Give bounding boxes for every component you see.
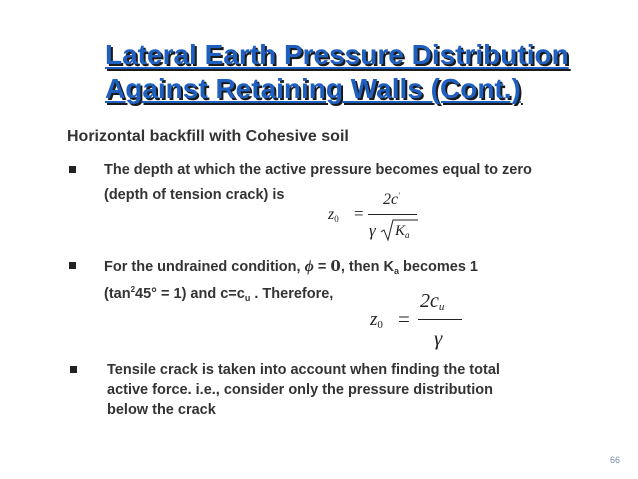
eq1-fraction-bar xyxy=(368,214,417,215)
bullet-3-marker xyxy=(70,366,77,373)
bullet-1-marker xyxy=(69,166,76,173)
bullet-1-line-2: (depth of tension crack) is xyxy=(104,187,285,203)
bullet-2-line-2: $(\tan^245^\circ = 1)$ and $c=c_u$ . Therefore, xyxy=(104,285,334,303)
eq1-numerator: 2c' xyxy=(383,191,400,208)
bullet-1 xyxy=(69,160,629,230)
eq2-lhs: $z_0$ xyxy=(370,309,383,331)
subheading: Horizontal backfill with Cohesive soil xyxy=(67,128,349,145)
eq2-gamma: γ xyxy=(434,326,443,350)
eq2-equals: = xyxy=(398,307,410,331)
bullet-3-line-2: active force. i.e., consider only the pressure distribution xyxy=(107,382,493,398)
page-number: 66 xyxy=(609,455,620,465)
bullet-1-line-1: The depth at which the active pressure becomes equal to zero xyxy=(104,162,532,178)
bullet-2 xyxy=(69,256,629,306)
title-line-2: Against Retaining Walls (Cont.) xyxy=(105,73,521,104)
phi-symbol: ϕ xyxy=(304,258,314,275)
eq1-equals: = xyxy=(354,204,364,223)
title-line-1: Lateral Earth Pressure Distribution xyxy=(105,39,569,70)
slide-title xyxy=(105,38,625,106)
eq2-fraction-bar xyxy=(418,319,462,320)
eq1-lhs: $z_0$ xyxy=(328,206,339,224)
bullet-2-marker xyxy=(69,262,76,269)
bullet-3-line-3: below the crack xyxy=(107,402,216,418)
eq1-k: $K_a$ xyxy=(395,223,410,240)
bullet-2-line-1: For the undrained condition, ϕ = 0, then $K_a$ becomes 1 xyxy=(104,257,478,276)
eq1-gamma: γ xyxy=(369,221,376,240)
bullet-3-line-1: Tensile crack is taken into account when finding the total xyxy=(107,362,500,378)
eq2-numerator: $2c_u$ xyxy=(420,290,445,313)
bullet-3 xyxy=(70,360,630,430)
